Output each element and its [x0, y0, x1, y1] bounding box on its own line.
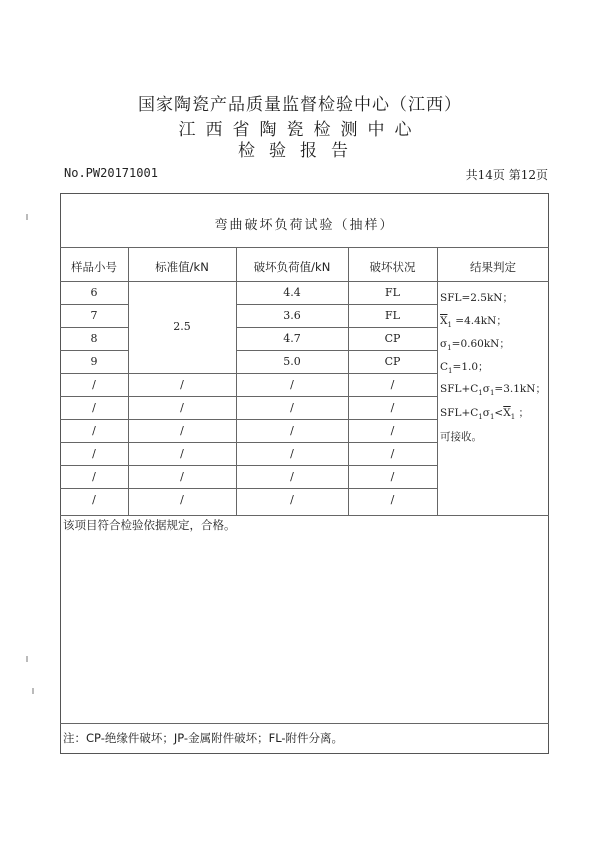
- cell-load: /: [290, 378, 294, 391]
- conclusion-mean: $\overline{X}_1 =4.4kN$；: [440, 315, 507, 330]
- cell-standard: /: [180, 447, 184, 460]
- table-rule: [60, 247, 549, 248]
- col-header-status: 破坏状况: [369, 260, 416, 274]
- cell-load: 5.0: [283, 355, 301, 368]
- cell-sample-id: 7: [90, 309, 98, 322]
- cell-status: /: [390, 424, 395, 437]
- cell-standard: /: [180, 424, 184, 437]
- col-header-sample: 样品小号: [71, 260, 117, 274]
- cell-sample-id: 8: [90, 332, 98, 345]
- cell-status: /: [390, 401, 395, 414]
- cell-status: FL: [385, 286, 400, 299]
- binding-mark: [32, 688, 34, 694]
- report-title-center: 国家陶瓷产品质量监督检验中心（江西）: [138, 95, 462, 115]
- table-rule: [437, 247, 438, 515]
- table-rule: [60, 327, 128, 328]
- conclusion-compare: $SFL+C_1\sigma_1<\overline{X}_1$ ；: [440, 407, 530, 422]
- cell-load: /: [290, 424, 294, 437]
- cell-standard: /: [180, 378, 184, 391]
- binding-mark: [26, 656, 28, 662]
- conclusion-sigma: $\sigma_1=0.60kN$；: [440, 338, 510, 353]
- table-rule: [60, 281, 549, 282]
- table-rule: [236, 304, 437, 305]
- page-indicator: 共14页 第12页: [465, 168, 548, 182]
- cell-sample-id: 6: [90, 286, 98, 299]
- conclusion-sfl-c1: $SFL+C_1\sigma_1=3.1kN$；: [440, 383, 546, 398]
- footnote-text: 注：CP-绝缘件破坏；JP-金属附件破坏；FL-附件分离。: [63, 731, 344, 745]
- cell-sample-id: /: [92, 378, 96, 391]
- document-number: No.PW20171001: [64, 166, 158, 180]
- conclusion-accept: 可接收。: [440, 431, 482, 443]
- cell-sample-id: /: [92, 470, 96, 483]
- conclusion-c1: $C_1=1.0$；: [440, 361, 489, 376]
- table-rule: [60, 373, 437, 374]
- conclusion-sfl: SFL=2.5kN；: [440, 292, 513, 304]
- cell-status: /: [390, 447, 395, 460]
- test-caption: 弯曲破坏负荷试验（抽样）: [214, 218, 395, 233]
- cell-standard: /: [180, 401, 184, 414]
- table-rule: [60, 442, 437, 443]
- table-rule: [60, 465, 437, 466]
- cell-load: /: [290, 447, 294, 460]
- cell-load: 3.6: [283, 309, 301, 322]
- cell-sample-id: /: [92, 401, 96, 414]
- table-rule: [60, 488, 437, 489]
- cell-status: CP: [384, 332, 401, 345]
- table-rule: [236, 350, 437, 351]
- cell-status: /: [390, 493, 395, 506]
- binding-mark: [26, 214, 28, 220]
- col-header-result: 结果判定: [470, 260, 516, 274]
- remark-text: 该项目符合检验依据规定，合格。: [63, 518, 236, 532]
- cell-status: /: [390, 470, 395, 483]
- cell-sample-id: /: [92, 447, 96, 460]
- cell-sample-id: /: [92, 493, 96, 506]
- cell-status: /: [390, 378, 395, 391]
- cell-status: CP: [384, 355, 401, 368]
- cell-load: 4.4: [283, 286, 301, 299]
- standard-value: 2.5: [173, 320, 191, 333]
- table-rule: [60, 419, 437, 420]
- report-title-sub: 江西省陶瓷检测中心: [178, 120, 422, 140]
- cell-standard: /: [180, 493, 184, 506]
- cell-standard: /: [180, 470, 184, 483]
- report-title-type: 检验报告: [238, 141, 362, 161]
- col-header-load: 破坏负荷值/kN: [253, 260, 331, 274]
- table-rule: [236, 327, 437, 328]
- cell-sample-id: /: [92, 424, 96, 437]
- table-rule: [60, 304, 128, 305]
- cell-load: /: [290, 401, 294, 414]
- table-rule: [60, 396, 437, 397]
- table-rule: [60, 723, 549, 724]
- col-header-standard: 标准值/kN: [155, 260, 209, 274]
- cell-load: /: [290, 493, 294, 506]
- cell-load: /: [290, 470, 294, 483]
- table-rule: [60, 515, 549, 516]
- table-rule: [60, 350, 128, 351]
- cell-status: FL: [385, 309, 400, 322]
- cell-load: 4.7: [283, 332, 301, 345]
- cell-sample-id: 9: [90, 355, 98, 368]
